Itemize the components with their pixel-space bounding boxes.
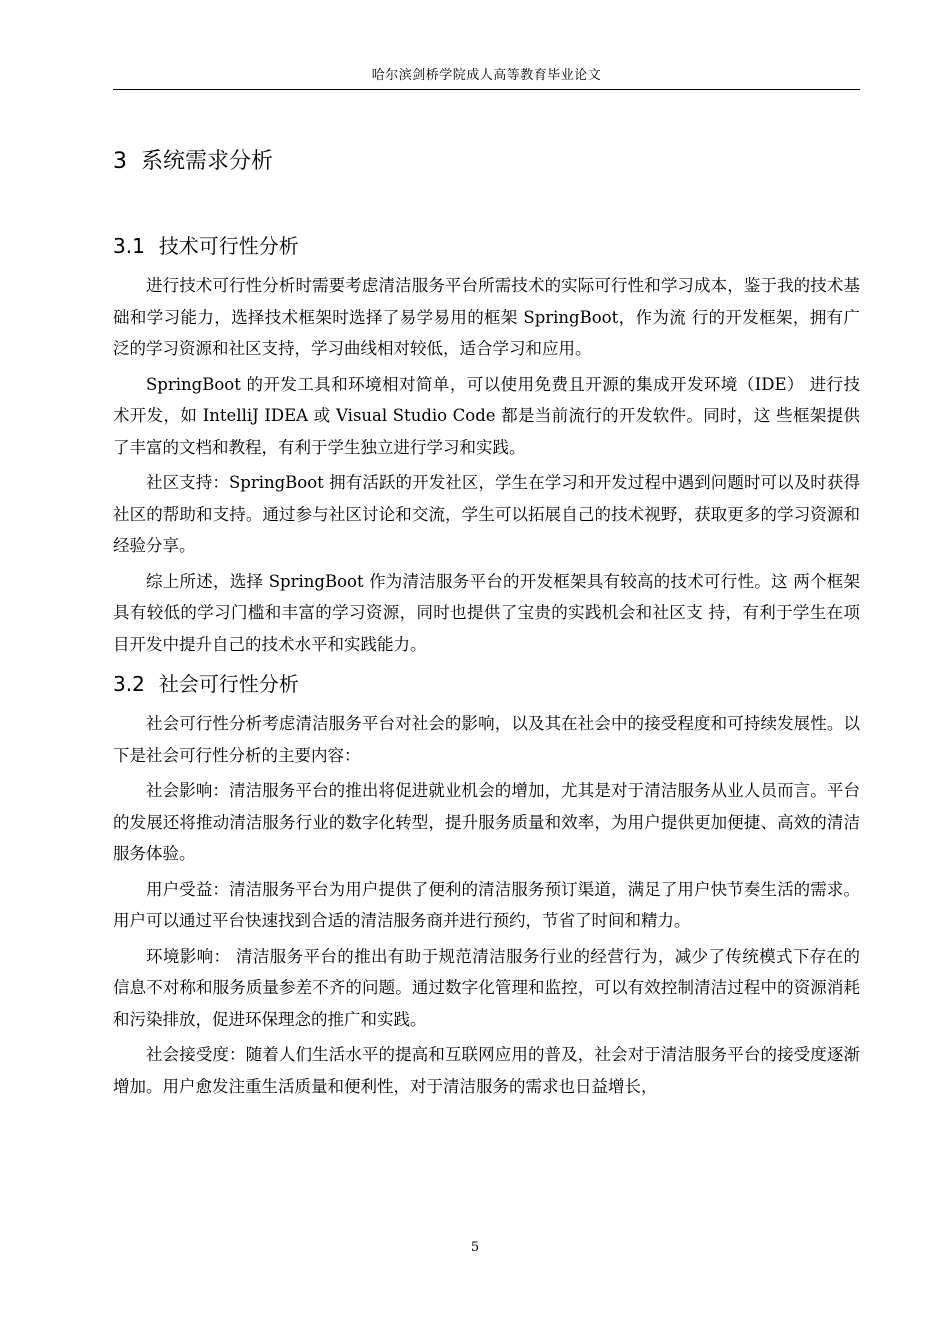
page-content xyxy=(113,140,860,1106)
chapter-number: 3 xyxy=(113,149,127,174)
section-heading-3-1 xyxy=(113,226,860,266)
section-title: 技术可行性分析 xyxy=(158,234,299,258)
paragraph: 综上所述，选择 SpringBoot 作为清洁服务平台的开发框架具有较高的技术可行性。这 两个框架具有较低的学习门槛和丰富的学习资源，同时也提供了宝贵的实践机会和社区支 持，有利于学生在项目开发中提升自己的技术水平和实践能力。 xyxy=(113,571,860,654)
chapter-title: 系统需求分析 xyxy=(141,149,274,174)
section-number: 3.2 xyxy=(113,672,145,696)
paragraph: 进行技术可行性分析时需要考虑清洁服务平台所需技术的实际可行性和学习成本，鉴于我的技术基础和学习能力，选择技术框架时选择了易学易用的框架 SpringBoot，作为流 行的开发框架，拥有广泛的学习资源和社区支持，学习曲线相对较低，适合学习和应用。 xyxy=(113,276,860,358)
paragraph: 环境影响： 清洁服务平台的推出有助于规范清洁服务行业的经营行为，减少了传统模式下存在的信息不对称和服务质量参差不齐的问题。通过数字化管理和监控，可以有效控制清洁过程中的资源消耗和污染排放，促进环保理念的推广和实践。 xyxy=(113,946,860,1029)
page-number: 5 xyxy=(470,1240,480,1255)
page-header: 哈尔滨剑桥学院成人高等教育毕业论文 xyxy=(113,64,860,90)
section-number: 3.1 xyxy=(113,234,145,258)
paragraph: SpringBoot 的开发工具和环境相对简单，可以使用免费且开源的集成开发环境（IDE） 进行技术开发，如 IntelliJ IDEA 或 Visual Studio Code 都是当前流行的开发软件。同时，这 些框架提供了丰富的文档和教程，有利于学生独立进行学习和实践。 xyxy=(113,374,860,457)
section-title: 社会可行性分析 xyxy=(158,672,299,696)
section-heading-3-2 xyxy=(113,664,860,704)
paragraph: 社会可行性分析考虑清洁服务平台对社会的影响，以及其在社会中的接受程度和可持续发展性。以下是社会可行性分析的主要内容： xyxy=(113,714,860,765)
chapter-heading xyxy=(113,140,860,184)
paragraph: 用户受益：清洁服务平台为用户提供了便利的清洁服务预订渠道，满足了用户快节奏生活的需求。用户可以通过平台快速找到合适的清洁服务商并进行预约，节省了时间和精力。 xyxy=(113,879,860,930)
paragraph: 社会接受度：随着人们生活水平的提高和互联网应用的普及，社会对于清洁服务平台的接受度逐渐增加。用户愈发注重生活质量和便利性，对于清洁服务的需求也日益增长， xyxy=(113,1045,860,1096)
paragraph: 社会影响：清洁服务平台的推出将促进就业机会的增加，尤其是对于清洁服务从业人员而言。平台的发展还将推动清洁服务行业的数字化转型，提升服务质量和效率，为用户提供更加便捷、高效的清洁服务体验。 xyxy=(113,781,860,863)
paragraph: 社区支持：SpringBoot 拥有活跃的开发社区，学生在学习和开发过程中遇到问题时可以及时获得社区的帮助和支持。通过参与社区讨论和交流，学生可以拓展自己的技术视野，获取更多的学习资源和经验分享。 xyxy=(113,473,860,555)
